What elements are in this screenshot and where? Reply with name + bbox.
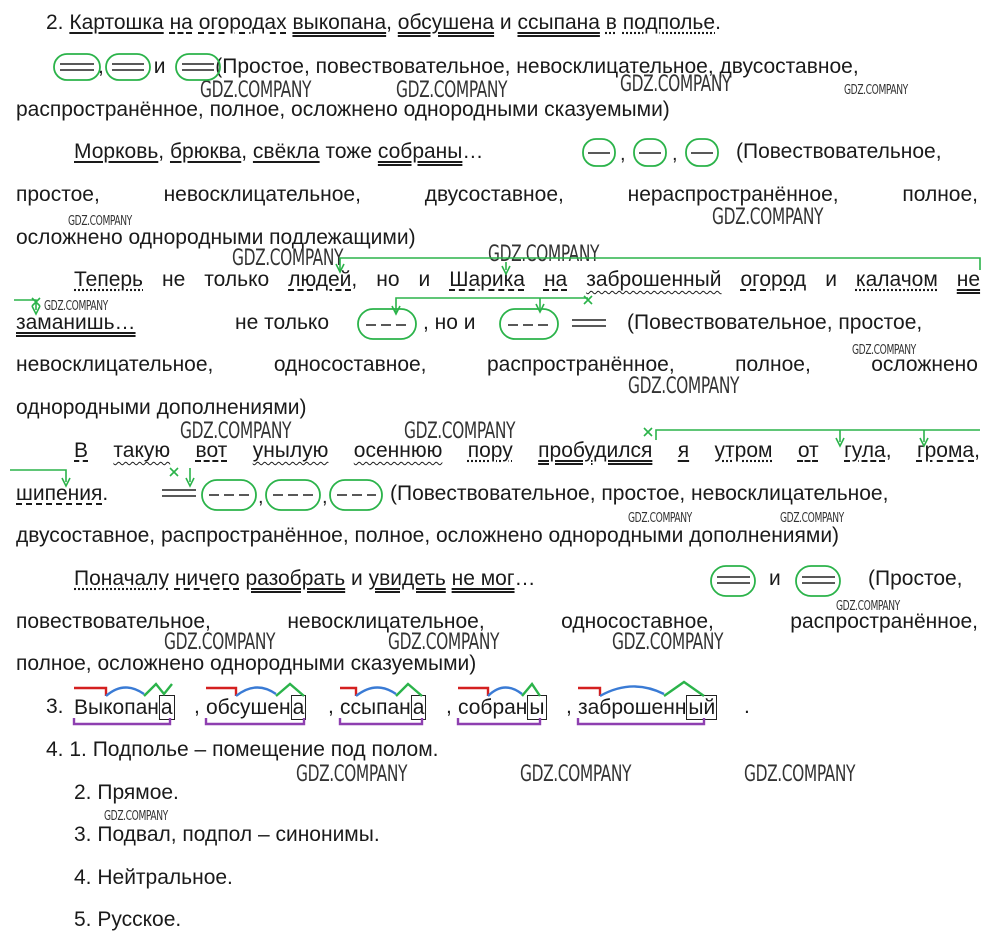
underlined-word: ссыпана xyxy=(517,11,600,34)
watermark-text: GDZ.COMPANY xyxy=(164,630,276,655)
comma: , xyxy=(974,439,980,462)
word-kalachom: калачом xyxy=(855,268,938,291)
characteristic-text-9: (Повествовательное, простое, невосклицательное, xyxy=(390,482,889,505)
task-4-line-4 xyxy=(74,867,993,891)
word: невосклицательное, xyxy=(287,610,485,633)
word-v: В xyxy=(74,439,89,462)
task-4-answer-5: 5. Русское. xyxy=(74,908,182,931)
morph-word-1 xyxy=(74,696,175,720)
characteristic-text-8: однородными дополнениями) xyxy=(16,396,307,419)
characteristic-text-3: (Повествовательное, xyxy=(736,140,942,163)
prefix-mark xyxy=(578,688,600,696)
word-ne: не xyxy=(956,268,981,291)
underlined-word: огородах xyxy=(198,11,287,34)
word-razobrat: разобрать xyxy=(245,567,346,590)
word-na: на xyxy=(543,268,568,291)
morph-stem: ссыпан xyxy=(340,696,411,719)
sentence-2-text xyxy=(46,11,721,34)
sentence-teper xyxy=(74,269,980,293)
watermark-text: GDZ.COMPANY xyxy=(44,299,108,314)
word-gula: гула xyxy=(844,439,886,462)
watermark-text: GDZ.COMPANY xyxy=(780,511,844,526)
period: . xyxy=(102,482,109,505)
morph-stem: Выкопан xyxy=(74,696,159,719)
underlined-word: подполье xyxy=(622,11,716,34)
morph-stem: заброшенн xyxy=(578,696,687,719)
word-zabroshenny: заброшенный xyxy=(586,268,722,291)
scheme-and: и xyxy=(769,567,781,590)
scheme-no-i: , но и xyxy=(423,311,476,334)
word: осложнено xyxy=(871,353,978,376)
word: полное, xyxy=(735,353,811,376)
morph-ending: а xyxy=(160,696,173,719)
word-takuyu: такую xyxy=(113,439,171,462)
task-4-line-5 xyxy=(74,909,993,933)
watermark-text: GDZ.COMPANY xyxy=(296,762,408,787)
word-sobrany: собраны xyxy=(377,140,463,163)
characteristic-text-11: (Простое, xyxy=(868,567,963,590)
cross-mark xyxy=(584,296,592,304)
arrow-path xyxy=(396,298,588,312)
scheme-line-2 xyxy=(16,312,982,336)
word: нераспространённое, xyxy=(627,183,839,206)
word: распространённое, xyxy=(790,610,979,633)
morph-word-4 xyxy=(458,696,547,720)
word: и xyxy=(351,567,363,590)
word: невосклицательное, xyxy=(16,353,214,376)
task-4-answer-4: 4. Нейтральное. xyxy=(74,866,233,889)
root-mark xyxy=(236,687,276,696)
watermark-text: GDZ.COMPANY xyxy=(488,242,600,267)
text-fragment: и xyxy=(494,11,518,34)
characteristic-line-8 xyxy=(16,397,978,421)
sentence-morkov xyxy=(74,141,980,165)
word-shipeniya: шипения xyxy=(16,482,103,505)
task-3-number: 3. xyxy=(46,695,64,718)
word: и xyxy=(825,268,837,291)
characteristic-text-2: распространённое, полное, осложнено однородными сказуемыми) xyxy=(16,98,670,121)
sentence-2 xyxy=(46,12,946,36)
arrow-head xyxy=(536,304,544,312)
word-lyudey: людей xyxy=(288,268,352,291)
word-probudilsya: пробудился xyxy=(538,439,653,462)
watermark-text: GDZ.COMPANY xyxy=(612,630,724,655)
watermark-text: GDZ.COMPANY xyxy=(404,419,516,444)
scheme-comma-glyph: , xyxy=(322,486,328,508)
watermark-text: GDZ.COMPANY xyxy=(628,511,692,526)
underlined-word: на xyxy=(169,11,193,34)
word: односоставное, xyxy=(273,353,427,376)
characteristic-text-10: двусоставное, распространённое, полное, осложнено однородными дополнениями) xyxy=(16,524,840,547)
word: но xyxy=(376,268,400,291)
morph-word-3 xyxy=(340,696,426,720)
morph-ending: ы xyxy=(529,696,545,719)
word-ne-mog: не мог xyxy=(451,567,515,590)
morph-word-2 xyxy=(206,696,306,720)
cross-mark xyxy=(32,298,40,306)
watermark-text: GDZ.COMPANY xyxy=(396,78,508,103)
word-vot: вот xyxy=(195,439,228,462)
root-mark xyxy=(600,686,664,696)
watermark-text: GDZ.COMPANY xyxy=(232,246,344,271)
word: не xyxy=(162,268,186,291)
arrow-path xyxy=(14,300,36,310)
underlined-word: обсушена xyxy=(397,11,495,34)
prefix-mark xyxy=(458,688,488,696)
morph-ending: ый xyxy=(688,696,716,719)
comma: , xyxy=(328,695,334,718)
ellipsis: … xyxy=(462,140,484,163)
cross-mark xyxy=(644,428,652,436)
word: невосклицательное, xyxy=(163,183,361,206)
cross-mark xyxy=(170,468,178,476)
watermark-text: GDZ.COMPANY xyxy=(852,343,916,358)
word-unyluyu: унылую xyxy=(252,439,329,462)
word-morkov: Морковь xyxy=(74,140,159,163)
prefix-mark xyxy=(206,688,236,696)
word-groma: грома xyxy=(916,439,975,462)
word-zamanish: заманишь… xyxy=(16,311,136,334)
comma: , xyxy=(194,695,200,718)
watermark-text: GDZ.COMPANY xyxy=(388,630,500,655)
ellipsis: … xyxy=(514,567,536,590)
word-sharika: Шарика xyxy=(449,268,525,291)
word-poru: пору xyxy=(467,439,513,462)
prefix-mark xyxy=(74,688,106,696)
word: полное, xyxy=(902,183,978,206)
characteristic-text-5: осложнено однородными подлежащими) xyxy=(16,226,416,249)
word: только xyxy=(204,268,270,291)
task-4-line-3 xyxy=(74,824,993,848)
comma: , xyxy=(241,140,248,163)
watermark-text: GDZ.COMPANY xyxy=(68,214,132,229)
word-osennyuyu: осеннюю xyxy=(353,439,443,462)
comma: , xyxy=(566,695,572,718)
characteristic-text-1: (Простое, повествовательное, невосклицательное, двусоставное, xyxy=(215,55,859,78)
comma: , xyxy=(351,268,358,291)
word: односоставное, xyxy=(561,610,714,633)
underlined-word: выкопана xyxy=(292,11,387,34)
word-ponachalu: Поначалу xyxy=(74,567,169,590)
watermark-text: GDZ.COMPANY xyxy=(620,72,732,97)
word-teper: Теперь xyxy=(74,268,143,291)
word-nichego: ничего xyxy=(174,567,240,590)
task-4-answer-3: 3. Подвал, подпол – синонимы. xyxy=(74,823,380,846)
arrow-path xyxy=(10,470,66,482)
underlined-word: в xyxy=(605,11,617,34)
prefix-mark xyxy=(340,688,356,696)
word-ya: я xyxy=(677,439,690,462)
word-utrom: утром xyxy=(714,439,773,462)
comma: , xyxy=(158,140,165,163)
suffix-mark xyxy=(664,682,704,696)
watermark-text: GDZ.COMPANY xyxy=(628,374,740,399)
comma: , xyxy=(446,695,452,718)
scheme-and: и xyxy=(153,55,166,78)
characteristic-line-7 xyxy=(16,354,978,378)
scheme-comma-glyph: , xyxy=(620,143,626,165)
characteristic-text-6: (Повествовательное, простое, xyxy=(627,311,923,334)
comma: , xyxy=(885,439,892,462)
scheme-comma: , xyxy=(98,55,104,78)
morph-stem: обсушен xyxy=(206,696,291,719)
word: повествовательное, xyxy=(16,610,211,633)
word-ogorod: огород xyxy=(740,268,807,291)
characteristic-line-4 xyxy=(16,184,978,208)
text-fragment: 2. xyxy=(46,11,70,34)
underlined-word: Картошка xyxy=(69,11,164,34)
scheme-ne-tolko: не только xyxy=(235,311,330,334)
watermark-text: GDZ.COMPANY xyxy=(836,599,900,614)
root-mark xyxy=(488,687,522,696)
text-fragment: , xyxy=(386,11,398,34)
word-ot: от xyxy=(797,439,819,462)
sentence-ponachalu xyxy=(74,568,980,592)
watermark-text: GDZ.COMPANY xyxy=(200,78,312,103)
task-4-answer-1: 4. 1. Подполье – помещение под полом. xyxy=(46,738,439,761)
root-mark xyxy=(356,687,396,696)
task-4-answer-2: 2. Прямое. xyxy=(74,781,179,804)
scheme-comma-glyph: , xyxy=(672,143,678,165)
scheme-comma-glyph: , xyxy=(258,486,264,508)
watermark-text: GDZ.COMPANY xyxy=(104,809,168,824)
watermark-text: GDZ.COMPANY xyxy=(520,762,632,787)
word-uvidet: увидеть xyxy=(368,567,446,590)
watermark-text: GDZ.COMPANY xyxy=(844,83,908,98)
watermark-text: GDZ.COMPANY xyxy=(712,205,824,230)
word: распространённое, xyxy=(486,353,675,376)
task-3-morphemes xyxy=(46,696,993,720)
word-tozhe: тоже xyxy=(325,140,373,163)
word: двусоставное, xyxy=(424,183,564,206)
scheme-line-1 xyxy=(52,56,982,80)
word-bryukva: брюква xyxy=(169,140,242,163)
word: простое, xyxy=(16,183,100,206)
watermark-text: GDZ.COMPANY xyxy=(744,762,856,787)
word: и xyxy=(418,268,431,291)
morph-word-5 xyxy=(578,696,717,720)
morph-stem: собран xyxy=(458,696,528,719)
root-mark xyxy=(106,687,144,696)
characteristic-line-13 xyxy=(16,653,978,677)
scheme-line-3 xyxy=(16,483,982,507)
morph-ending: а xyxy=(412,696,425,719)
text-fragment: . xyxy=(715,11,721,34)
morph-ending: а xyxy=(292,696,305,719)
period: . xyxy=(744,695,750,718)
watermark-text: GDZ.COMPANY xyxy=(180,419,292,444)
characteristic-text-13: полное, осложнено однородными сказуемыми) xyxy=(16,652,477,675)
task-4-line-1 xyxy=(46,739,993,763)
word-svekla: свёкла xyxy=(252,140,320,163)
